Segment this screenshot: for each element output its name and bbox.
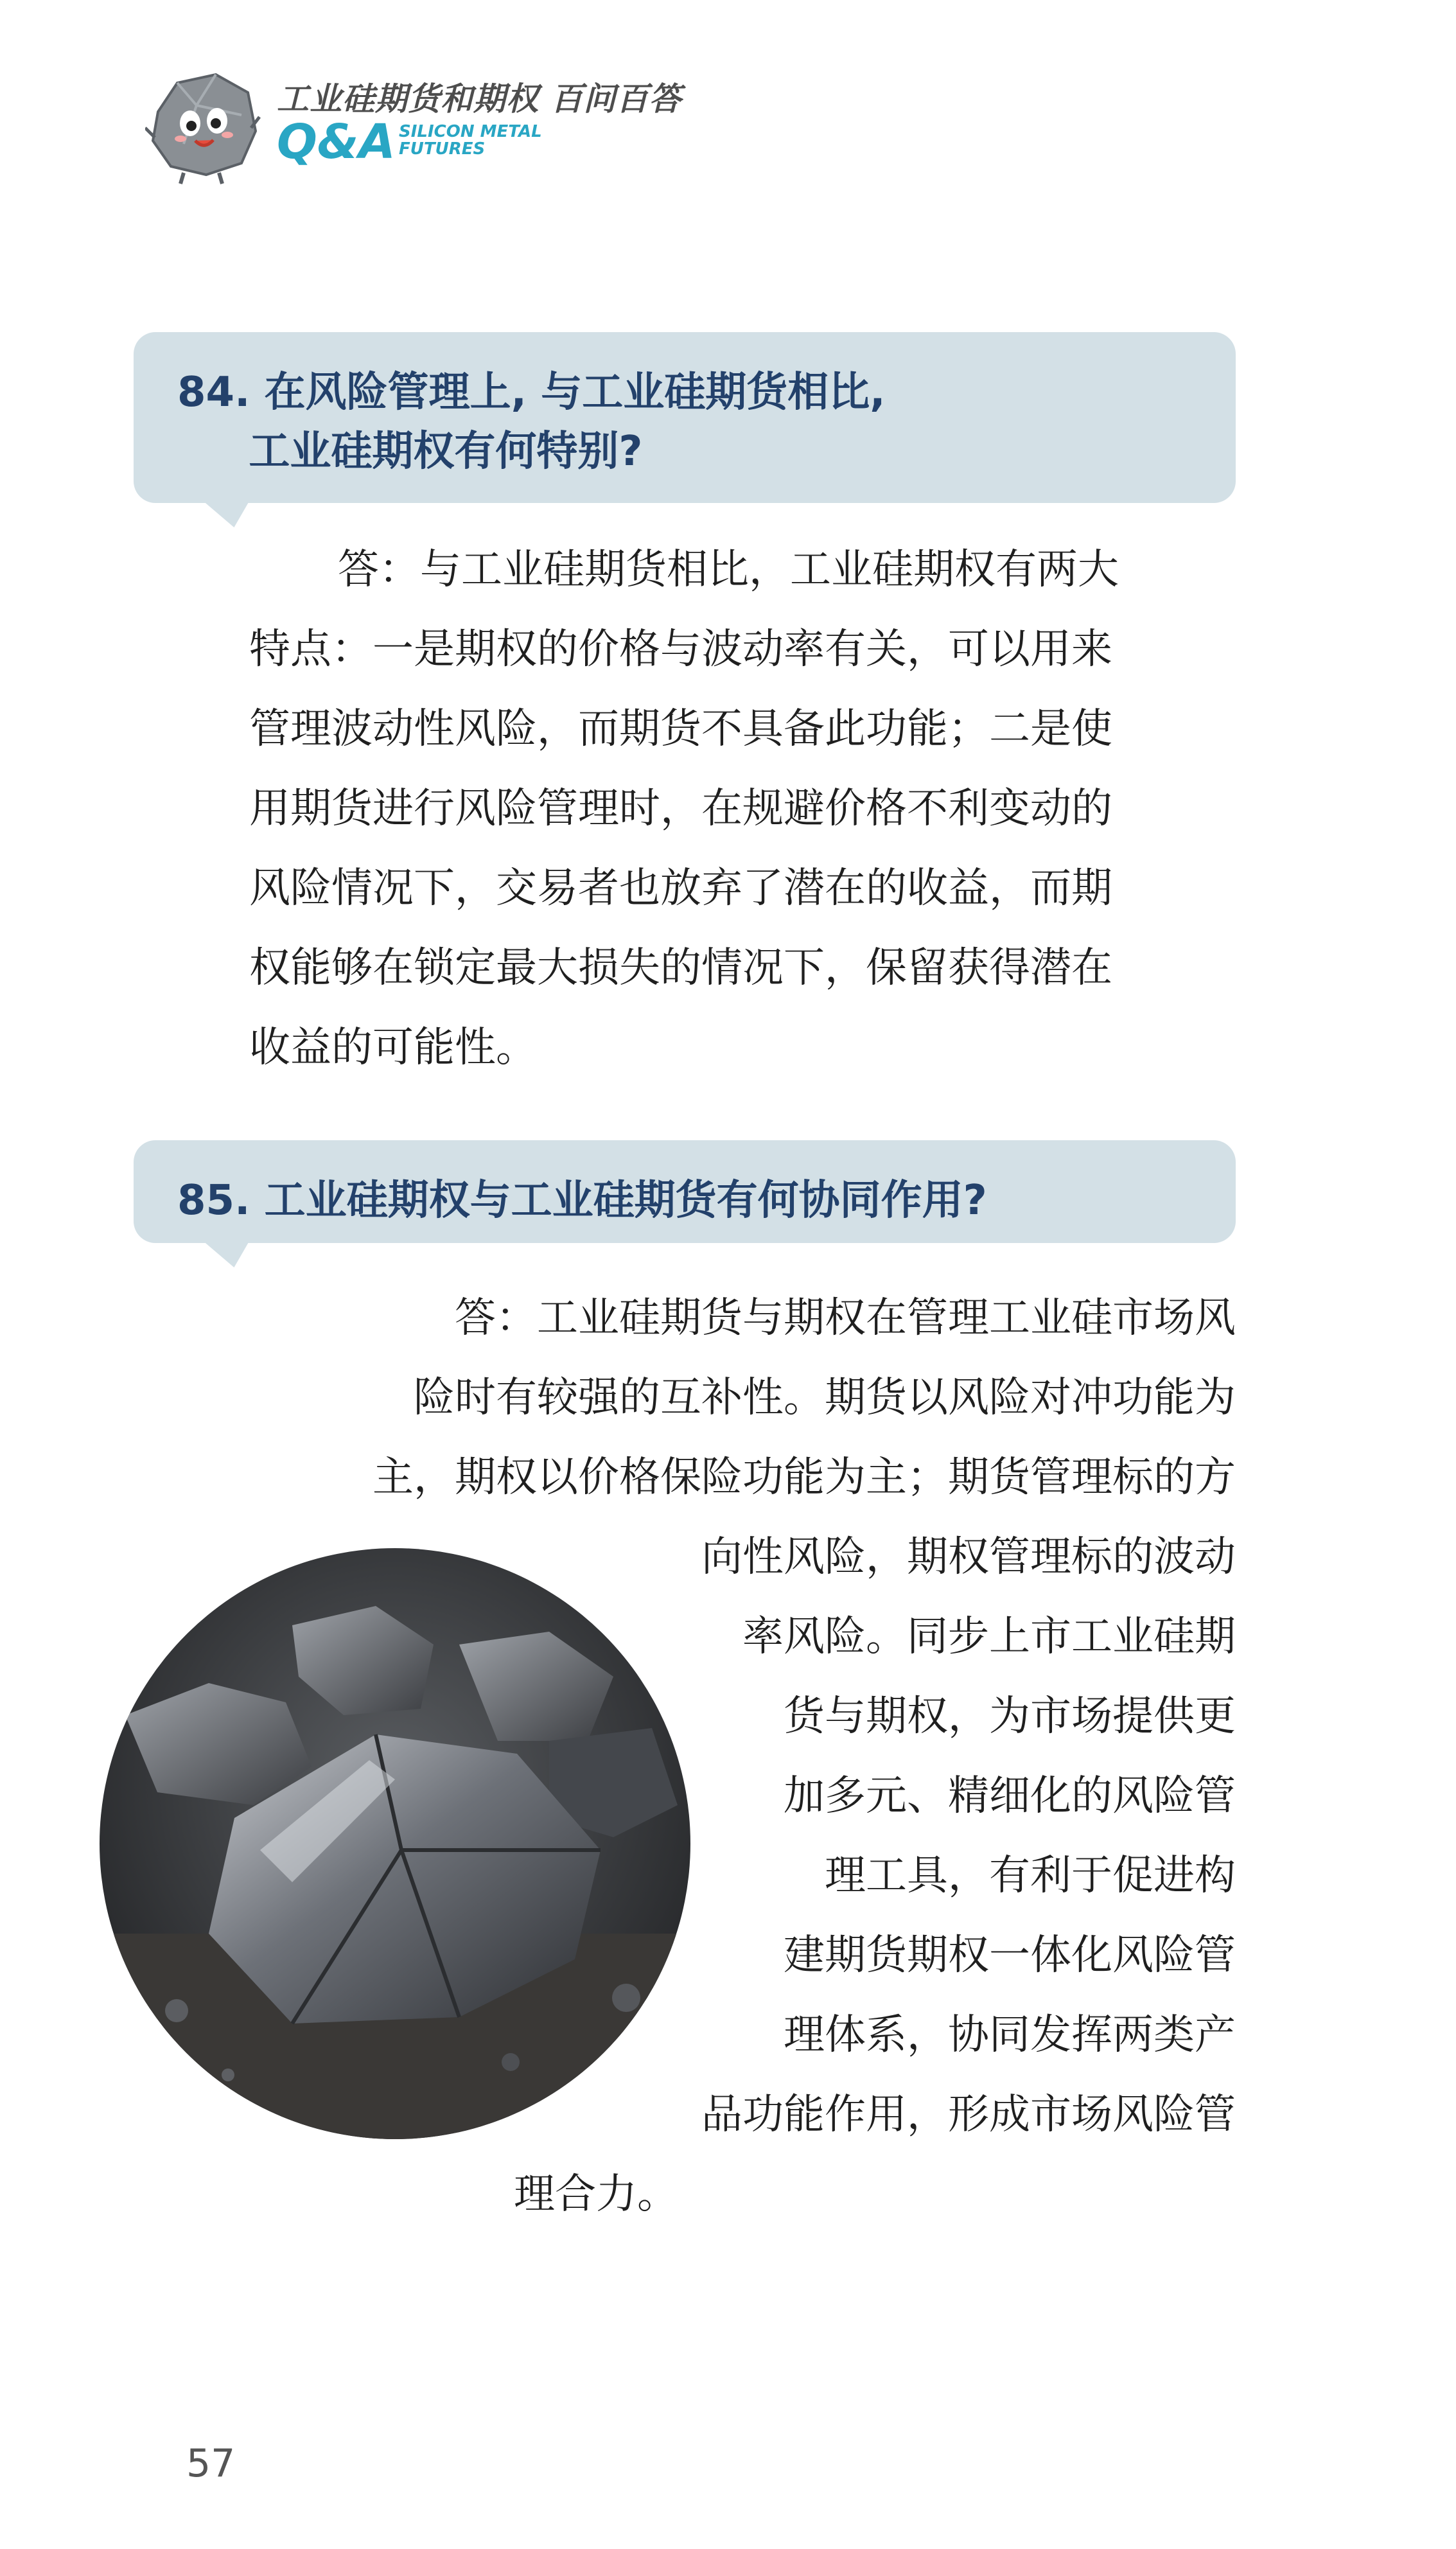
answer-84-line: 收益的可能性。 bbox=[249, 1024, 537, 1072]
answer-84-line: 用期货进行风险管理时，在规避价格不利变动的 bbox=[249, 785, 1112, 833]
answer-85-line: 答：工业硅期货与期权在管理工业硅市场风 bbox=[455, 1294, 1236, 1342]
answer-85-line: 向性风险，期权管理标的波动 bbox=[701, 1533, 1236, 1581]
answer-85-line: 建期货期权一体化风险管 bbox=[784, 1932, 1236, 1979]
question-84-bubble bbox=[134, 332, 1236, 503]
answer-85-line: 险时有较强的互补性。期货以风险对冲功能为 bbox=[414, 1374, 1236, 1422]
qa-logo: Q&A bbox=[277, 114, 396, 170]
question-84-line-2: 工业硅期权有何特别? bbox=[177, 428, 643, 475]
answer-85-line: 加多元、精细化的风险管 bbox=[784, 1772, 1236, 1820]
silicon-rock-mascot-icon bbox=[145, 67, 261, 186]
answer-85-line: 货与期权，为市场提供更 bbox=[784, 1693, 1236, 1740]
answer-85-line: 主，期权以价格保险功能为主；期货管理标的方 bbox=[373, 1454, 1236, 1501]
question-85-bubble bbox=[134, 1140, 1236, 1243]
answer-85-line: 理工具，有利于促进构 bbox=[825, 1852, 1236, 1900]
silicon-metal-photo bbox=[100, 1548, 690, 2139]
answer-85-line: 率风险。同步上市工业硅期 bbox=[742, 1613, 1236, 1661]
subtitle-en-line-1: SILICON METAL bbox=[399, 122, 542, 141]
question-85-line-1: 85. 工业硅期权与工业硅期货有何协同作用? bbox=[177, 1177, 987, 1224]
answer-85-line: 品功能作用，形成市场风险管 bbox=[701, 2091, 1236, 2139]
book-title: 工业硅期货和期权 百问百答 bbox=[277, 80, 682, 118]
page-number: 57 bbox=[186, 2441, 236, 2486]
question-84-line-1: 84. 在风险管理上, 与工业硅期货相比, bbox=[177, 369, 886, 416]
subtitle-en-line-2: FUTURES bbox=[399, 139, 486, 159]
answer-84-line: 特点：一是期权的价格与波动率有关，可以用来 bbox=[249, 626, 1112, 673]
answer-84 bbox=[249, 530, 1236, 1088]
answer-85-line: 理体系，协同发挥两类产 bbox=[784, 2011, 1236, 2059]
answer-84-line: 风险情况下，交易者也放弃了潜在的收益，而期 bbox=[249, 865, 1112, 912]
answer-84-line: 权能够在锁定最大损失的情况下，保留获得潜在 bbox=[249, 944, 1112, 992]
answer-85-line: 理合力。 bbox=[514, 2171, 678, 2218]
book-subtitle-en bbox=[399, 123, 542, 159]
answer-84-line: 答：与工业硅期货相比，工业硅期权有两大 bbox=[338, 546, 1119, 594]
answer-84-line: 管理波动性风险，而期货不具备此功能；二是使 bbox=[249, 705, 1112, 753]
header bbox=[145, 67, 723, 186]
